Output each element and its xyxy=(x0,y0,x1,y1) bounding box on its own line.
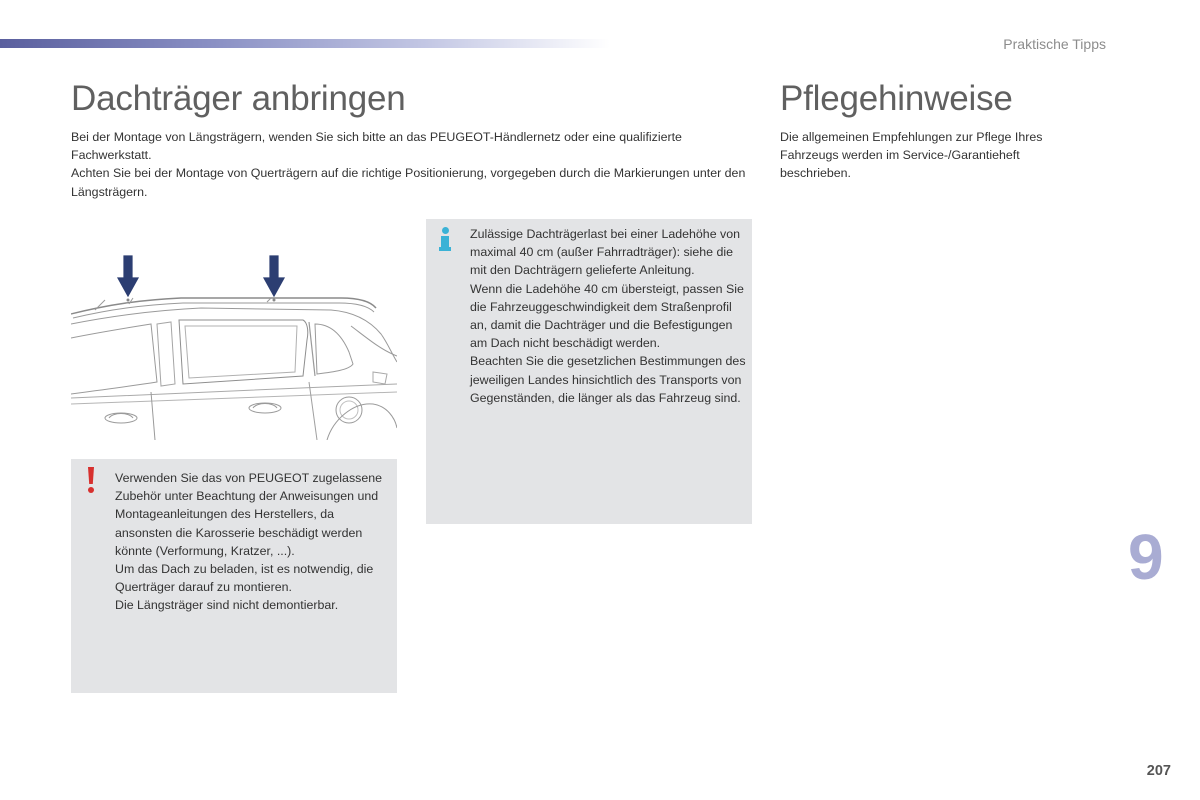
info-text xyxy=(470,225,750,407)
warning-icon xyxy=(85,465,97,493)
roof-rail-car-illustration xyxy=(71,252,397,440)
header-gradient-bar xyxy=(0,39,610,48)
roof-rack-intro-paragraph-1: Bei der Montage von Längsträgern, wenden Sie sich bitte an das PEUGEOT-Händlernetz oder eine qualifizierte Fachwerkstatt. xyxy=(71,130,682,163)
warning-paragraph-3: Die Längsträger sind nicht demontierbar. xyxy=(115,598,339,613)
info-icon xyxy=(437,225,453,251)
warning-paragraph-1: Verwenden Sie das von PEUGEOT zugelassene Zubehör unter Beachtung der Anweisungen und Montageanleitungen des Herstellers, da ansonsten die Karosserie beschädigt werden könnte (Verformung, Kratzer, ...). xyxy=(115,471,383,558)
info-paragraph-2: Wenn die Ladehöhe 40 cm übersteigt, passen Sie die Fahrzeuggeschwindigkeit dem Straßenprofil an, damit die Dachträger und die Befestigungen am Dach nicht beschädigt werden. xyxy=(470,281,744,351)
info-paragraph-3: Beachten Sie die gesetzlichen Bestimmungen des jeweiligen Landes hinsichtlich des Transports von Gegenständen, die länger als das Fahrzeug sind. xyxy=(470,354,746,405)
warning-box xyxy=(71,459,397,693)
heading-roof-rack: Dachträger anbringen xyxy=(71,79,406,118)
roof-rack-intro-paragraph-2: Achten Sie bei der Montage von Querträgern auf die richtige Positionierung, vorgegeben durch die Markierungen unter den Längsträgern. xyxy=(71,166,746,199)
warning-paragraph-2: Um das Dach zu beladen, ist es notwendig, die Querträger darauf zu montieren. xyxy=(115,562,374,595)
section-title: Praktische Tipps xyxy=(1003,36,1106,52)
info-paragraph-1: Zulässige Dachträgerlast bei einer Ladehöhe von maximal 40 cm (außer Fahrradträger): siehe die mit den Dachträgern gelieferte Anleitung. xyxy=(470,227,741,278)
page-number: 207 xyxy=(1146,763,1171,779)
info-box xyxy=(426,219,752,524)
warning-text xyxy=(115,469,390,615)
heading-care-instructions: Pflegehinweise xyxy=(780,79,1013,118)
care-instructions-text: Die allgemeinen Empfehlungen zur Pflege Ihres Fahrzeugs werden im Service-/Garantieheft beschrieben. xyxy=(780,130,1043,181)
roof-rack-intro xyxy=(71,128,761,201)
chapter-number: 9 xyxy=(1128,521,1164,593)
